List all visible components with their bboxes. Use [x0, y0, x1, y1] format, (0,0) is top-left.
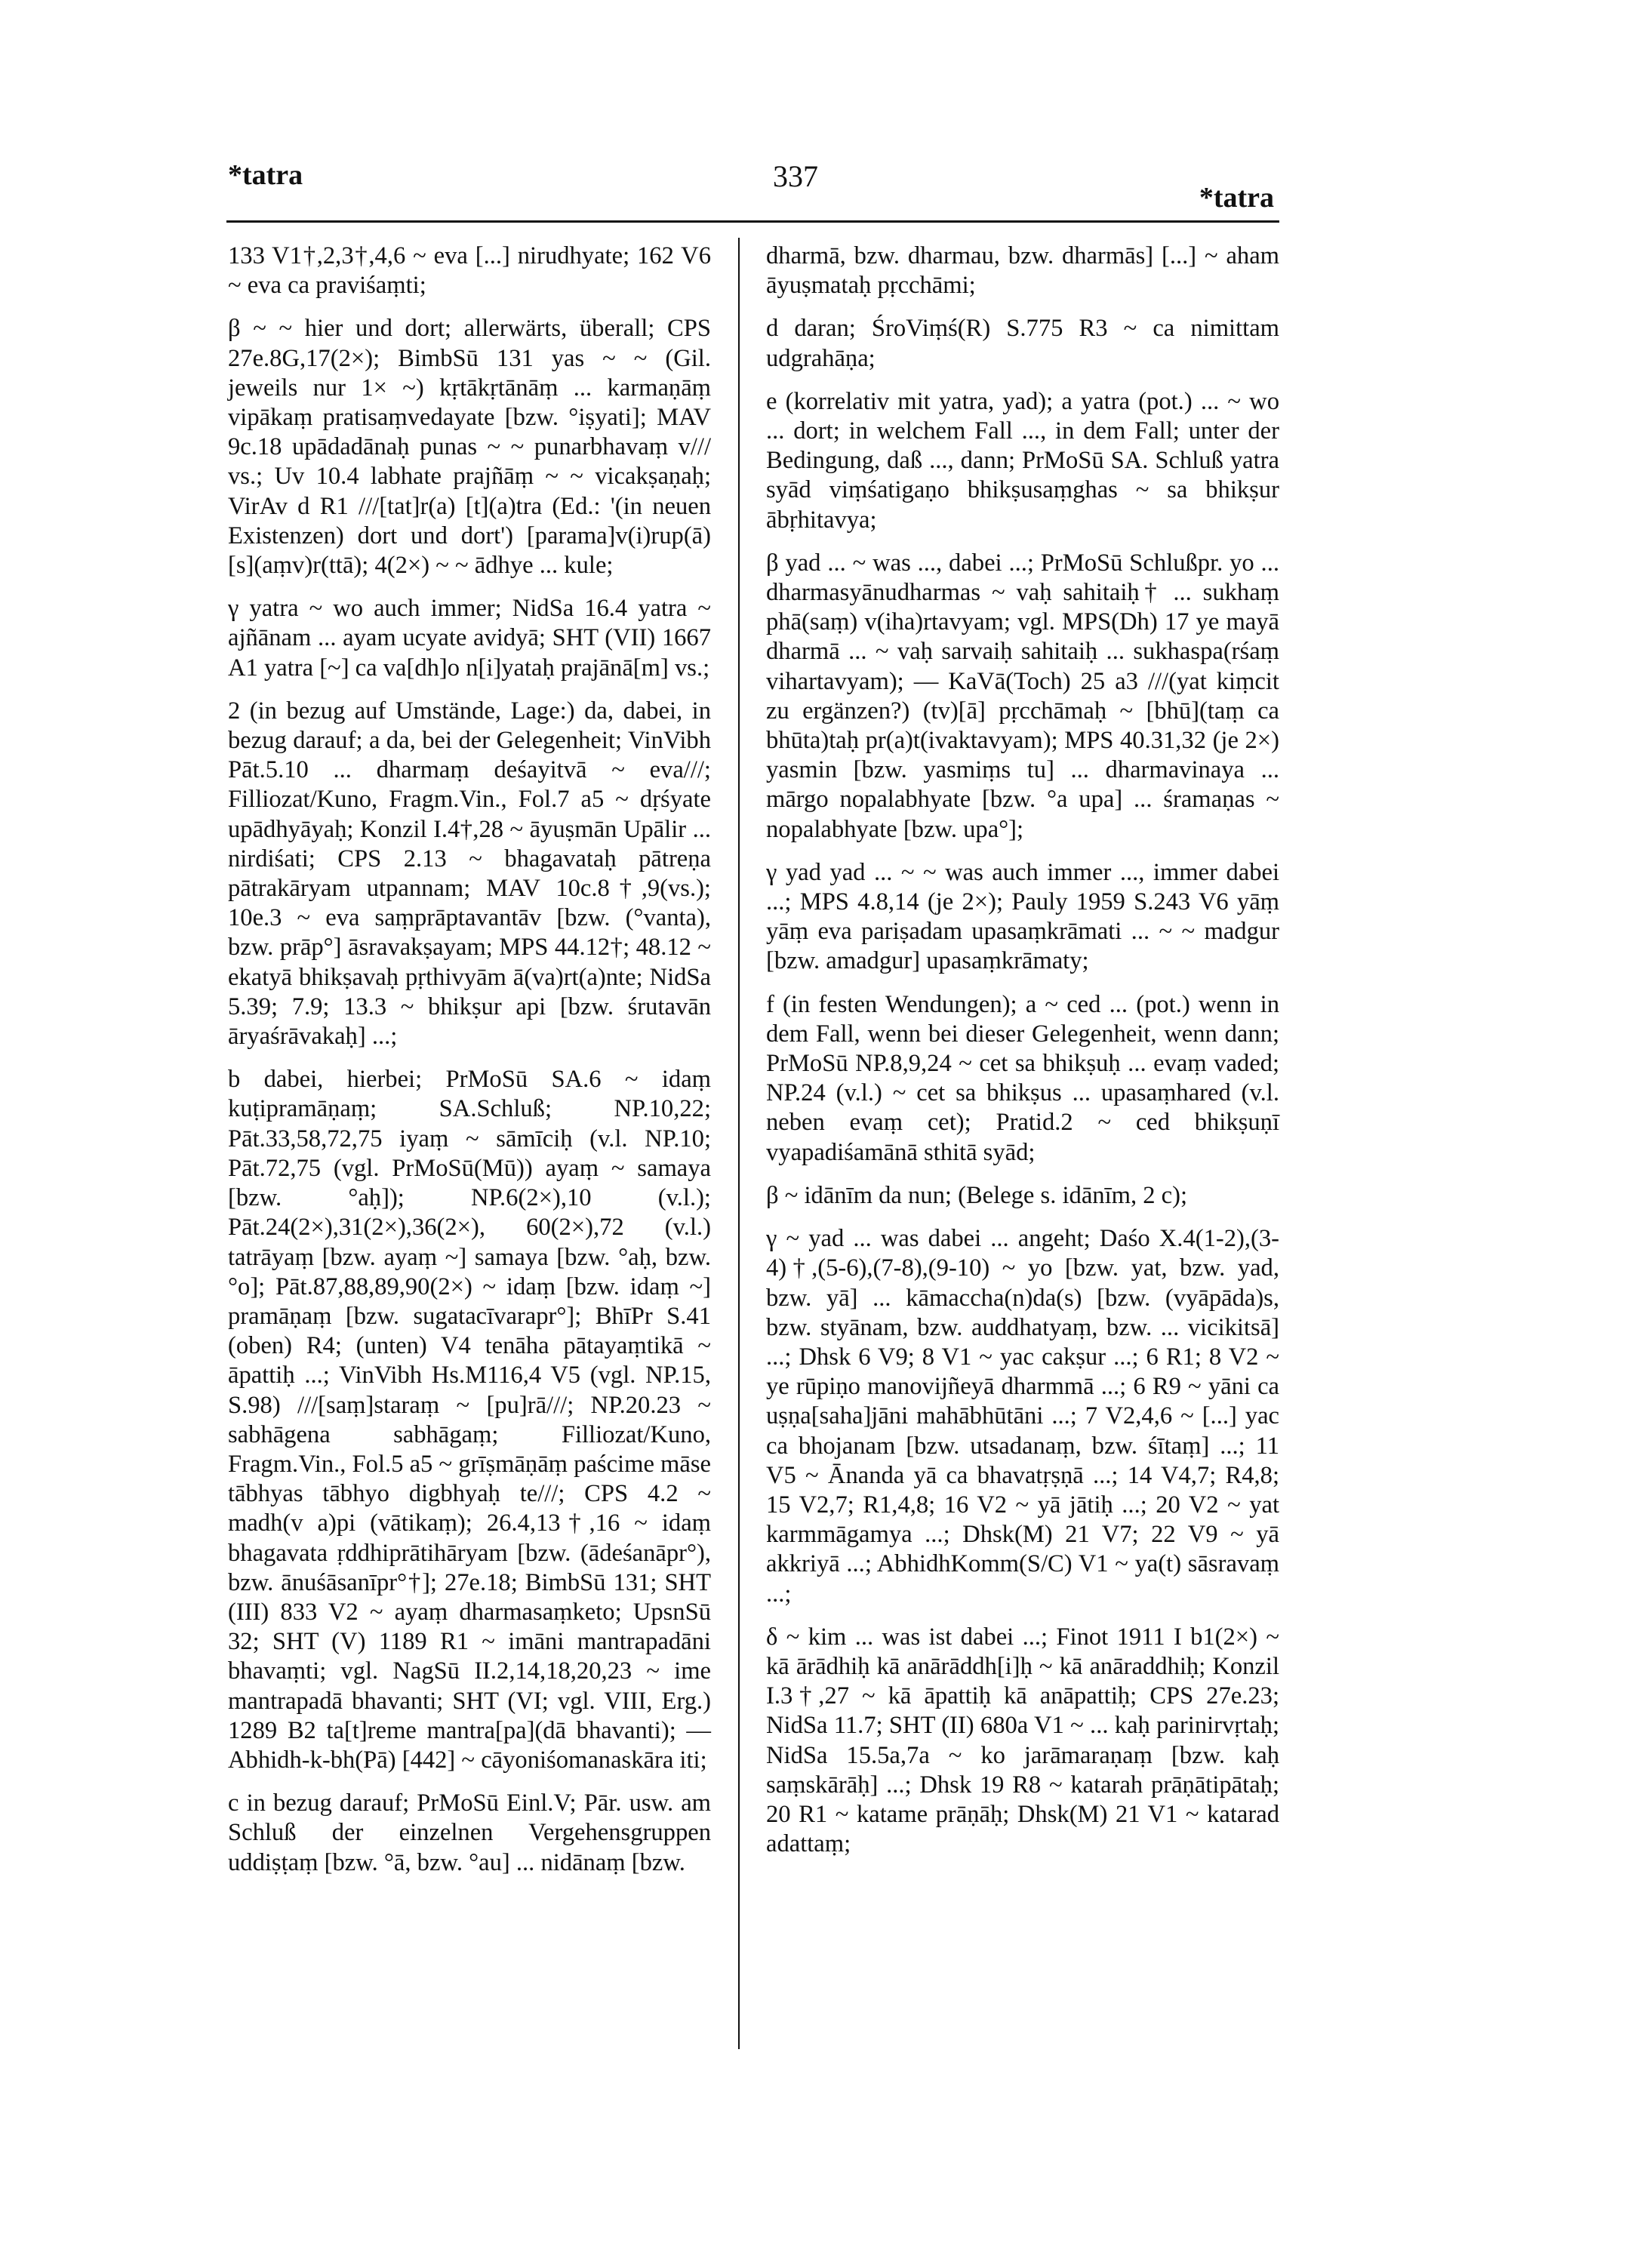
header-rule — [226, 220, 1279, 223]
entry-paragraph: γ yad yad ... ~ ~ was auch immer ..., immer dabei ...; MPS 4.8,14 (je 2×); Pauly 1959 S.243 V6 yāṃ yāṃ eva pariṣadam upasaṃkrāmati ... ~ ~ madgur [bzw. amadgur] upasaṃkrāmaty; — [766, 858, 1279, 975]
entry-paragraph: dharmā, bzw. dharmau, bzw. dharmās] [...] ~ aham āyuṣmataḥ pṛcchāmi; — [766, 242, 1279, 300]
entry-paragraph: δ ~ kim ... was ist dabei ...; Finot 1911 I b1(2×) ~ kā ārādhiḥ kā anārāddh[i]ḥ ~ kā anāraddhiḥ; Konzil I.3†,27 ~ kā āpattiḥ kā anāpattiḥ; CPS 27e.23; NidSa 11.7; SHT (II) 680a V1 ~ ... kaḥ parinirvṛtaḥ; NidSa 15.5a,7a ~ ko jarāmaraṇaṃ [bzw. kaḥ saṃskārāḥ] ...; Dhsk 19 R8 ~ katarah prāṇātipātaḥ; 20 R1 ~ katame prāṇāḥ; Dhsk(M) 21 V1 ~ katarad adattaṃ; — [766, 1623, 1279, 1858]
entry-paragraph: f (in festen Wendungen); a ~ ced ... (pot.) wenn in dem Fall, wenn bei dieser Gelegenheit, wenn dann; PrMoSū NP.8,9,24 ~ cet sa bhikṣuḥ ... evaṃ vaded; NP.24 (v.l.) ~ cet sa bhikṣus ... upasaṃhared (v.l. neben evaṃ cet); Pratid.2 ~ ced bhikṣuṇī vyapadiśamānā sthitā syād; — [766, 990, 1279, 1166]
entry-paragraph: e (korrelativ mit yatra, yad); a yatra (pot.) ... ~ wo ... dort; in welchem Fall ..., in dem Fall; unter der Bedingung, daß ..., dann; PrMoSū SA. Schluß yatra syād viṃśatigaṇo bhikṣusaṃghas ~ sa bhikṣur ābṛhitavya; — [766, 387, 1279, 534]
header-left-keyword: *tatra — [228, 159, 303, 191]
left-column — [228, 242, 711, 1891]
entry-paragraph: c in bezug darauf; PrMoSū Einl.V; Pār. usw. am Schluß der einzelnen Vergehensgruppen uddiṣṭaṃ [bzw. °ā, bzw. °au] ... nidānaṃ [bzw. — [228, 1789, 711, 1876]
entry-paragraph: β yad ... ~ was ..., dabei ...; PrMoSū Schlußpr. yo ... dharmasyānudharmas ~ vaḥ sahitaiḥ† ... sukhaṃ phā(saṃ) v(iha)rtavyam; vgl. MPS(Dh) 17 ye mayā dharmā ... ~ vaḥ sarvaiḥ sahitaiḥ ... sukhaspa(rśaṃ vihartavyam); — KaVā(Toch) 25 a3 ///(yat kiṃcit zu ergänzen?) (tv)[ā] pṛcchāmaḥ ~ [bhū](taṃ ca bhūta)taḥ pr(a)t(ivaktavyam); MPS 40.31,32 (je 2×) yasmin [bzw. yasmiṃs tu] ... dharmavinaya ... mārgo nopalabhyate [bzw. °a upa] ... śramaṇas ~ nopalabhyate [bzw. upa°]; — [766, 549, 1279, 843]
entry-paragraph: 2 (in bezug auf Umstände, Lage:) da, dabei, in bezug darauf; a da, bei der Gelegenheit; VinVibh Pāt.5.10 ... dharmaṃ deśayitvā ~ eva///; Filliozat/Kuno, Fragm.Vin., Fol.7 a5 ~ dṛśyate upādhyāyaḥ; Konzil I.4†,28 ~ āyuṣmān Upālir ... nirdiśati; CPS 2.13 ~ bhagavataḥ pātreṇa pātrakāryam utpannam; MAV 10c.8†,9(vs.); 10e.3 ~ eva saṃprāptavantāv [bzw. (°vanta), bzw. prāp°] āsravakṣayam; MPS 44.12†; 48.12 ~ ekatyā bhikṣavaḥ pṛthivyām ā(va)rt(a)nte; NidSa 5.39; 7.9; 13.3 ~ bhikṣur api [bzw. śrutavān āryaśrāvakaḥ] ...; — [228, 697, 711, 1051]
right-column — [766, 242, 1279, 1873]
entry-paragraph: b dabei, hierbei; PrMoSū SA.6 ~ idaṃ kuṭipramāṇaṃ; SA.Schluß; NP.10,22; Pāt.33,58,72,75 iyaṃ ~ sāmīciḥ (v.l. NP.10; Pāt.72,75 (vgl. PrMoSū(Mū)) ayaṃ ~ samaya [bzw. °aḥ]); NP.6(2×),10 (v.l.); Pāt.24(2×),31(2×),36(2×), 60(2×),72 (v.l.) tatrāyaṃ [bzw. ayaṃ ~] samaya [bzw. °aḥ, bzw. °o]; Pāt.87,88,89,90(2×) ~ idaṃ [bzw. idaṃ ~] pramāṇaṃ [bzw. sugatacīvarapr°]; BhīPr S.41 (oben) R4; (unten) V4 tenāha pātayaṃtikā ~ āpattiḥ ...; VinVibh Hs.M116,4 V5 (vgl. NP.15, S.98) ///[saṃ]staraṃ ~ [pu]rā///; NP.20.23 ~ sabhāgena sabhāgaṃ; Filliozat/Kuno, Fragm.Vin., Fol.5 a5 ~ grīṣmāṇāṃ paścime māse tābhyas tābhyo digbhyaḥ te///; CPS 4.2 ~ madh(v a)pi (vātikaṃ); 26.4,13†,16 ~ idaṃ bhagavata ṛddhiprātihāryam [bzw. (ādeśanāpr°), bzw. ānuśāsanīpr°†]; 27e.18; BimbSū 131; SHT (III) 833 V2 ~ ayaṃ dharmasaṃketo; UpsnSū 32; SHT (V) 1189 R1 ~ imāni mantrapadāni bhavaṃti; vgl. NagSū II.2,14,18,20,23 ~ ime mantrapadā bhavanti; SHT (VI; vgl. VIII, Erg.) 1289 B2 ta[t]reme mantra[pa](dā bhavanti); — Abhidh-k-bh(Pā) [442] ~ cāyoniśomanaskāra iti; — [228, 1066, 711, 1774]
entry-paragraph: 133 V1†,2,3†,4,6 ~ eva [...] nirudhyate; 162 V6 ~ eva ca praviśaṃti; — [228, 242, 711, 300]
entry-paragraph: β ~ ~ hier und dort; allerwärts, überall; CPS 27e.8G,17(2×); BimbSū 131 yas ~ ~ (Gil. jeweils nur 1× ~) kṛtākṛtānāṃ ... karmaṇāṃ vipākaṃ pratisaṃvedayate [bzw. °iṣyati]; MAV 9c.18 upādadānaḥ punas ~ ~ punarbhavaṃ v/// vs.; Uv 10.4 labhate prajñāṃ ~ ~ vicakṣaṇaḥ; VirAv d R1 ///[tat]r(a) [t](a)tra (Ed.: '(in neuen Existenzen) dort und dort') [parama]v(i)rup(ā) [s](aṃv)r(ttā); 4(2×) ~ ~ ādhye ... kule; — [228, 315, 711, 580]
page-number: 337 — [773, 159, 818, 193]
entry-paragraph: γ ~ yad ... was dabei ... angeht; Daśo X.4(1-2),(3-4)†,(5-6),(7-8),(9-10) ~ yo [bzw. yat, bzw. yad, bzw. yā] ... kāmaccha(n)da(s) [bzw. (vyāpāda)s, bzw. styānam, bzw. auddhatyaṃ, bzw. ... vicikitsā] ...; Dhsk 6 V9; 8 V1 ~ yac cakṣur ...; 6 R1; 8 V2 ~ ye rūpiṇo manovijñeyā dharmmā ...; 6 R9 ~ yāni ca uṣṇa[saha]jāni mahābhūtāni ...; 7 V2,4,6 ~ [...] yac ca bhojanam [bzw. utsadanaṃ, bzw. śītaṃ] ...; 11 V5 ~ Ānanda yā ca bhavatṛṣṇā ...; 14 V4,7; R4,8; 15 V2,7; R1,4,8; 16 V2 ~ yā jātiḥ ...; 20 V2 ~ yat karmmāgamya ...; Dhsk(M) 21 V7; 22 V9 ~ yā akkriyā ...; AbhidhKomm(S/C) V1 ~ ya(t) sāsravaṃ ...; — [766, 1225, 1279, 1608]
column-divider — [738, 238, 740, 2049]
entry-paragraph: γ yatra ~ wo auch immer; NidSa 16.4 yatra ~ ajñānam ... ayam ucyate avidyā; SHT (VII) 1667 A1 yatra [~] ca va[dh]o n[i]yataḥ prajānā[m] vs.; — [228, 595, 711, 682]
entry-paragraph: d daran; ŚroViṃś(R) S.775 R3 ~ ca nimittam udgrahāṇa; — [766, 315, 1279, 372]
entry-paragraph: β ~ idānīm da nun; (Belege s. idānīm, 2 c); — [766, 1181, 1188, 1209]
header-right-keyword: *tatra — [1199, 182, 1274, 214]
